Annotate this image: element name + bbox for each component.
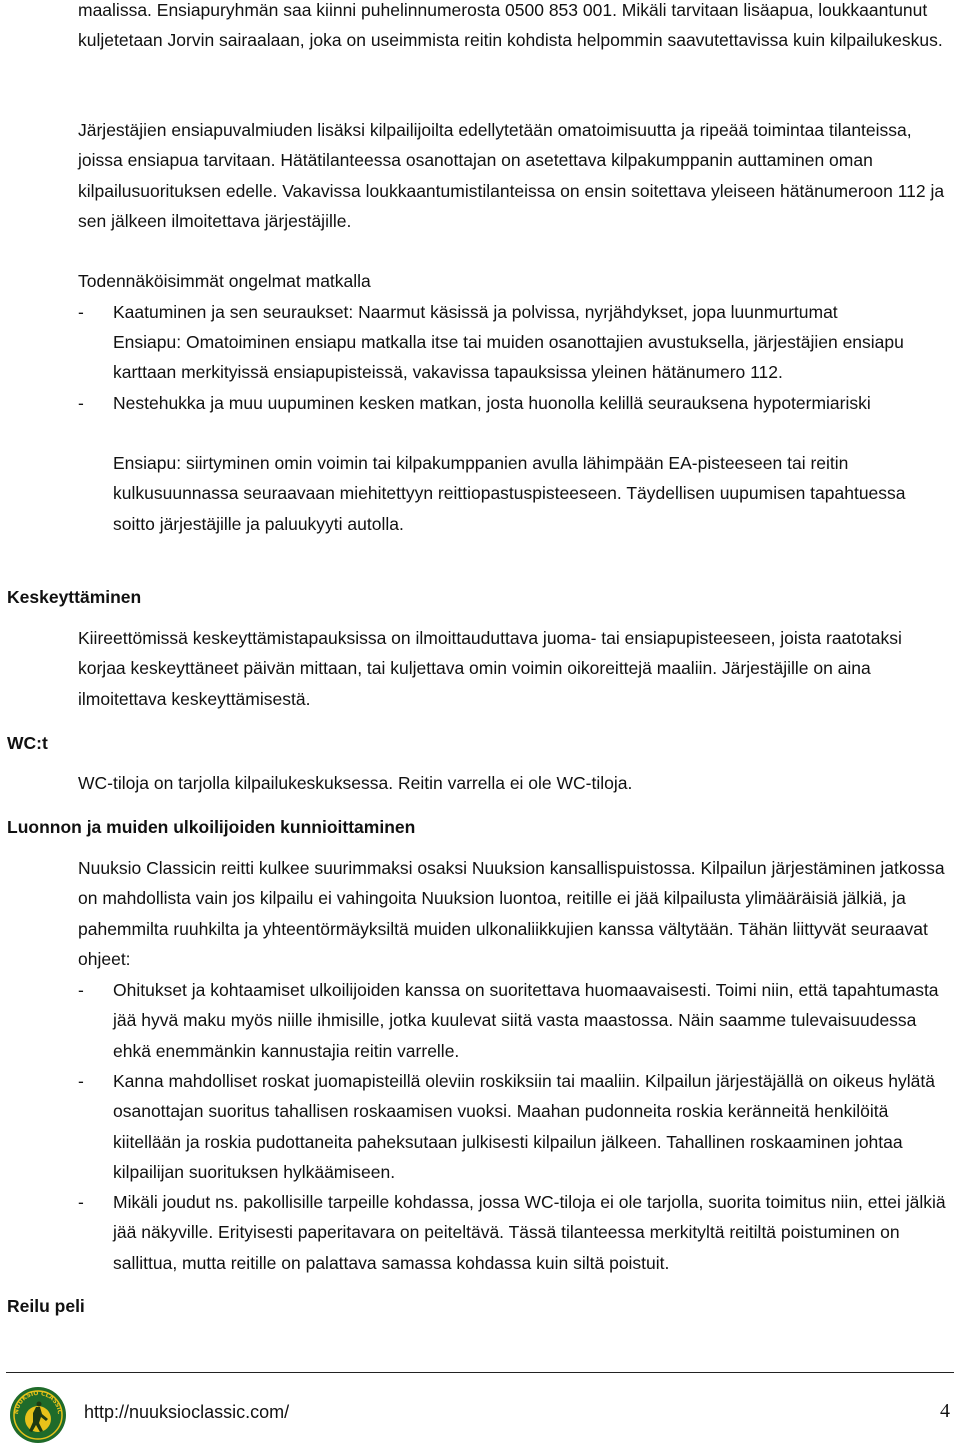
nature-bullet-toilet: Mikäli joudut ns. pakollisille tarpeille kohdassa, jossa WC-tiloja ei ole tarjolla, suorita toimitus niin, ettei jälkiä jää näkyville. Erityisesti paperitavara on peiteltävä. Tässä tilanteessa merkityltä reitiltä poistuminen on sallittua, mutta reitille on palattava samassa kohdassa kuin siltä poistuit.: [113, 1192, 946, 1273]
bullet-dash: -: [78, 393, 84, 413]
page-number: 4: [940, 1400, 950, 1422]
bullet-dash: -: [78, 1071, 84, 1091]
paragraph-participant-responsibility: Järjestäjien ensiapuvalmiuden lisäksi kilpailijoilta edellytetään omatoimisuutta ja ripeää toimintaa tilanteissa, joissa ensiapua tarvitaan. Hätätilanteessa osanottajan on asetettava kilpakumppanin auttaminen oman kilpailusuorituksen edelle. Vakavissa loukkaantumistilanteissa on ensin soitettava yleiseen hätänumeroon 112 ja sen jälkeen ilmoitettava järjestäjille.: [78, 120, 945, 231]
paragraph-wc: WC-tiloja on tarjolla kilpailukeskuksessa. Reitin varrella ei ole WC-tiloja.: [78, 773, 633, 793]
nuuksio-classic-logo: [8, 1385, 68, 1445]
footer-url-link[interactable]: http://nuuksioclassic.com/: [84, 1402, 290, 1422]
heading-quitting: Keskeyttäminen: [7, 587, 142, 607]
nature-bullet-litter: Kanna mahdolliset roskat juomapisteillä oleviin roskiksiin tai maaliin. Kilpailun järjestäjällä on oikeus hylätä osanottajan suoritus tahallisen roskaamisen vuoksi. Maahan pudonneita roskia keränneitä henkilöitä kiitellään ja roskia pudottaneita paheksutaan julkisesti kilpailun jälkeen. Tahallinen roskaaminen johtaa kilpailijan suorituksen hylkäämiseen.: [113, 1071, 935, 1182]
nature-bullet-passing: Ohitukset ja kohtaamiset ulkoilijoiden kanssa on suoritettava huomaavaisesti. Toimi niin, että tapahtumasta jää hyvä maku myös niille ihmisille, jotka kuulevat siitä vasta maastossa. Näin saamme tulevaisuudessa ehkä enemmänkin kannustajia reitin varrelle.: [113, 980, 939, 1061]
bullet-dash: -: [78, 980, 84, 1000]
problems-title: Todennäköisimmät ongelmat matkalla: [78, 271, 371, 291]
paragraph-first-aid-contact: maalissa. Ensiapuryhmän saa kiinni puhelinnumerosta 0500 853 001. Mikäli tarvitaan lisäapua, loukkaantunut kuljetetaan Jorvin sairaalaan, joka on useimmista reitin kohdista helpommin saavutettavissa kuin kilpailukeskus.: [78, 0, 943, 51]
problem-dehydration-first-aid: Ensiapu: siirtyminen omin voimin tai kilpakumppanien avulla lähimpään EA-pisteeseen tai reitin kulkusuunnassa seuraavaan miehitettyyn reittiopastuspisteeseen. Täydellisen uupumisen tapahtuessa soitto järjestäjille ja paluukyyti autolla.: [113, 453, 906, 534]
heading-wc: WC:t: [7, 733, 48, 753]
paragraph-nature: Nuuksio Classicin reitti kulkee suurimmaksi osaksi Nuuksion kansallispuistossa. Kilpailun järjestäminen jatkossa on mahdollista vain jos kilpailu ei vahingoita Nuuksion luontoa, reitille ei jää kilpailusta ylimääräisiä jälkiä, ja pahemmilta ruuhkilta ja yhteentörmäyksiltä muiden ulkonaliikkujien kanssa vältytään. Tähän liittyvät seuraavat ohjeet:: [78, 858, 945, 969]
bullet-dash: -: [78, 1192, 84, 1212]
problem-dehydration: Nestehukka ja muu uupuminen kesken matkan, josta huonolla kelillä seurauksena hypotermiariski: [113, 393, 871, 413]
problem-falling: Kaatuminen ja sen seuraukset: Naarmut käsissä ja polvissa, nyrjähdykset, jopa luunmurtumat: [113, 302, 838, 322]
heading-fair-play: Reilu peli: [7, 1296, 85, 1316]
logo-text: NUUKSIO CLASSIC: [12, 1389, 64, 1415]
footer-divider: [6, 1372, 954, 1373]
heading-nature-respect: Luonnon ja muiden ulkoilijoiden kunnioittaminen: [7, 817, 416, 837]
problem-falling-first-aid: Ensiapu: Omatoiminen ensiapu matkalla itse tai muiden osanottajien avustuksella, järjestäjien ensiapu karttaan merkityissä ensiapupisteissä, vakavissa tapauksissa yleinen hätänumero 112.: [113, 332, 904, 383]
paragraph-quitting: Kiireettömissä keskeyttämistapauksissa on ilmoittauduttava juoma- tai ensiapupisteeseen, joista raatotaksi korjaa keskeyttäneet päivän mittaan, tai kuljettava omin voimin oikoreittejä maaliin. Järjestäjille on aina ilmoitettava keskeyttämisestä.: [78, 628, 902, 709]
bullet-dash: -: [78, 302, 84, 322]
